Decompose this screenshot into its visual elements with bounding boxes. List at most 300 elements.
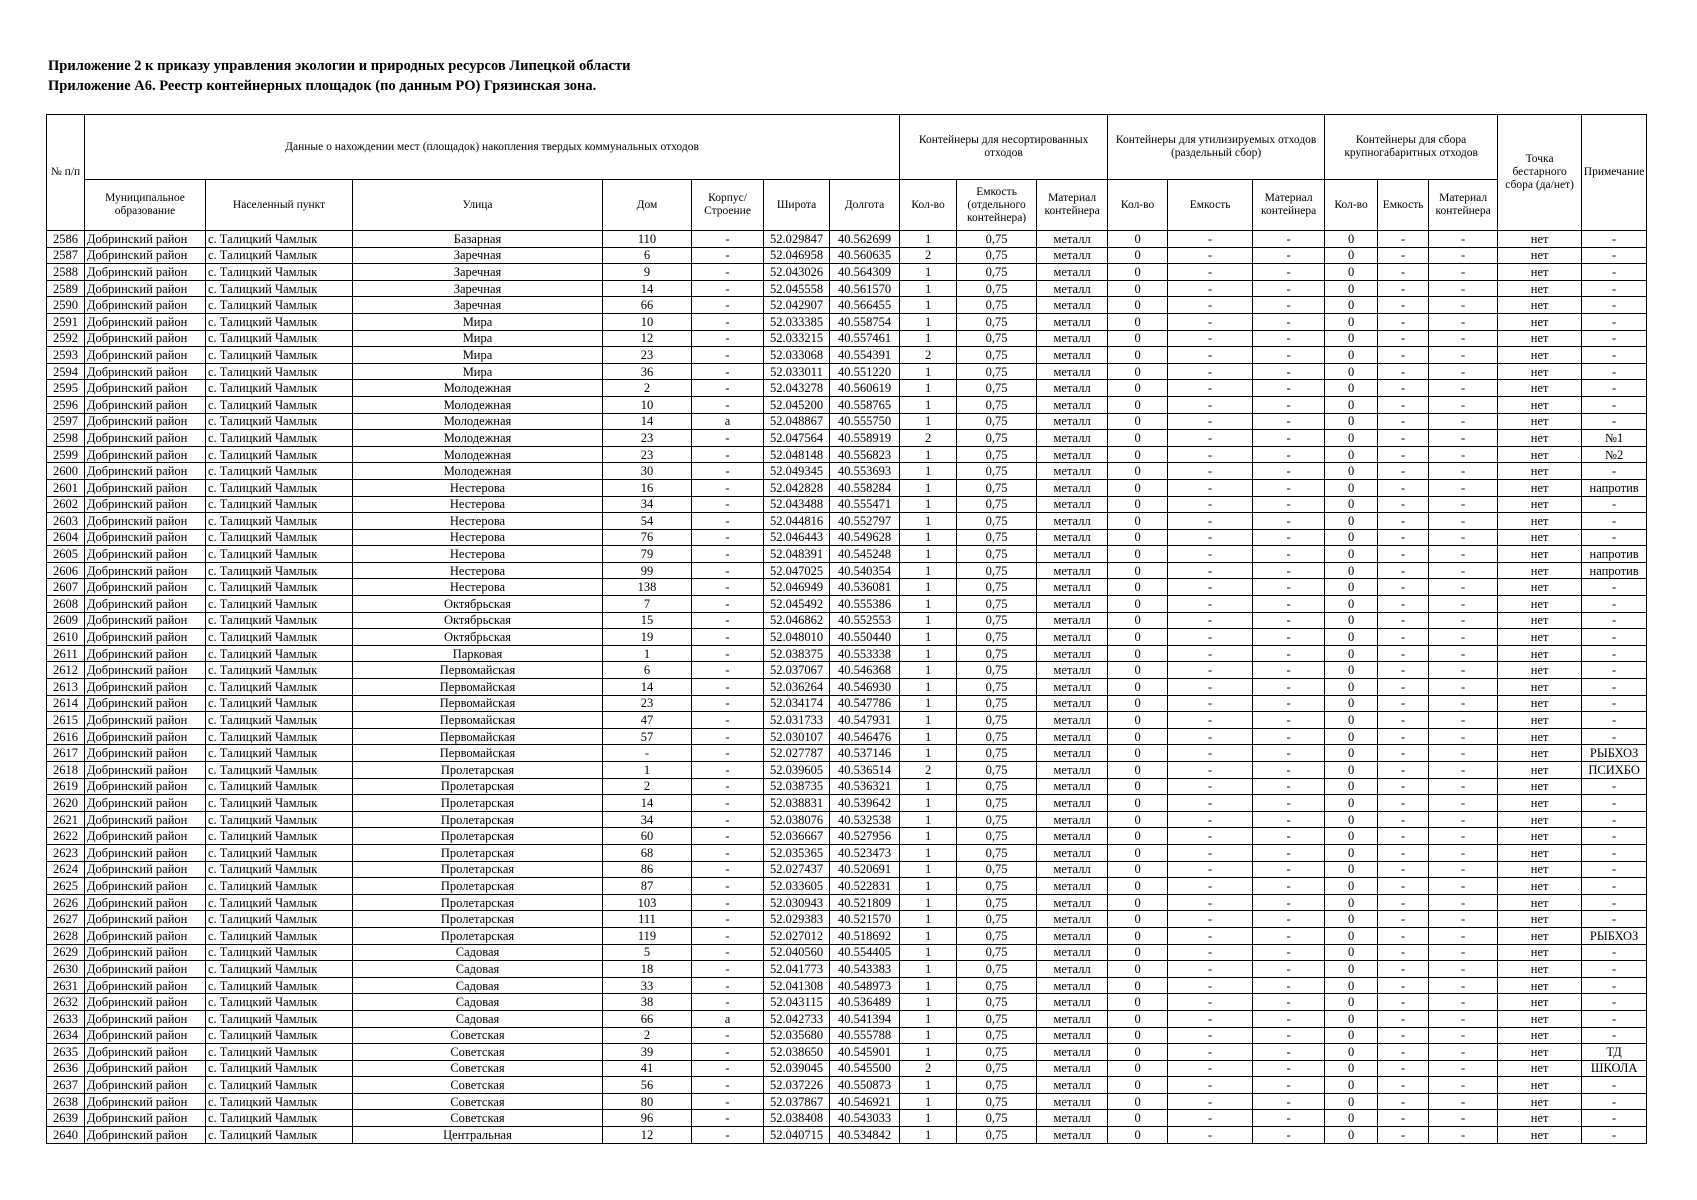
cell-municipality: Добринский район — [85, 811, 206, 828]
cell-notes: - — [1582, 1010, 1647, 1027]
cell-bulky-count: 0 — [1325, 479, 1378, 496]
cell-lat: 52.038735 — [764, 778, 830, 795]
cell-unsorted-count: 1 — [900, 679, 957, 696]
cell-recycle-count: 0 — [1108, 612, 1168, 629]
cell-point: нет — [1498, 612, 1582, 629]
cell-notes: РЫБХОЗ — [1582, 927, 1647, 944]
cell-building: - — [692, 396, 764, 413]
cell-recycle-capacity: - — [1168, 1093, 1253, 1110]
cell-lat: 52.040715 — [764, 1127, 830, 1144]
cell-municipality: Добринский район — [85, 313, 206, 330]
cell-settlement: с. Талицкий Чамлык — [206, 662, 353, 679]
cell-house: 86 — [603, 861, 692, 878]
cell-bulky-count: 0 — [1325, 629, 1378, 646]
cell-municipality: Добринский район — [85, 1044, 206, 1061]
cell-lat: 52.035680 — [764, 1027, 830, 1044]
cell-bulky-capacity: - — [1378, 1044, 1429, 1061]
cell-recycle-capacity: - — [1168, 878, 1253, 895]
cell-house: 19 — [603, 629, 692, 646]
cell-street: Садовая — [353, 977, 603, 994]
cell-bulky-material: - — [1429, 629, 1498, 646]
cell-point: нет — [1498, 313, 1582, 330]
cell-unsorted-material: металл — [1037, 479, 1108, 496]
table-row — [47, 712, 1647, 729]
cell-recycle-count: 0 — [1108, 1010, 1168, 1027]
cell-unsorted-count: 2 — [900, 1060, 957, 1077]
cell-unsorted-capacity: 0,75 — [957, 463, 1037, 480]
table-row — [47, 380, 1647, 397]
table-row — [47, 645, 1647, 662]
cell-bulky-material: - — [1429, 1060, 1498, 1077]
cell-building: - — [692, 795, 764, 812]
cell-recycle-material: - — [1253, 1044, 1325, 1061]
cell-bulky-count: 0 — [1325, 944, 1378, 961]
table-row — [47, 612, 1647, 629]
cell-lat: 52.036264 — [764, 679, 830, 696]
cell-recycle-count: 0 — [1108, 546, 1168, 563]
cell-recycle-count: 0 — [1108, 1027, 1168, 1044]
cell-building: - — [692, 695, 764, 712]
cell-bulky-material: - — [1429, 927, 1498, 944]
cell-lat: 52.029847 — [764, 231, 830, 248]
cell-lat: 52.033215 — [764, 330, 830, 347]
cell-unsorted-capacity: 0,75 — [957, 662, 1037, 679]
cell-lon: 40.552797 — [830, 513, 900, 530]
cell-building: - — [692, 247, 764, 264]
cell-recycle-material: - — [1253, 1060, 1325, 1077]
cell-bulky-material: - — [1429, 961, 1498, 978]
cell-settlement: с. Талицкий Чамлык — [206, 380, 353, 397]
cell-recycle-count: 0 — [1108, 1060, 1168, 1077]
table-row — [47, 496, 1647, 513]
cell-bulky-material: - — [1429, 1044, 1498, 1061]
cell-bulky-material: - — [1429, 645, 1498, 662]
table-row — [47, 579, 1647, 596]
cell-recycle-material: - — [1253, 596, 1325, 613]
cell-bulky-material: - — [1429, 728, 1498, 745]
cell-num: 2590 — [47, 297, 85, 314]
cell-street: Садовая — [353, 961, 603, 978]
cell-lon: 40.555788 — [830, 1027, 900, 1044]
cell-street: Молодежная — [353, 380, 603, 397]
cell-notes: - — [1582, 828, 1647, 845]
cell-house: 80 — [603, 1093, 692, 1110]
cell-unsorted-count: 1 — [900, 496, 957, 513]
cell-building: - — [692, 861, 764, 878]
cell-unsorted-capacity: 0,75 — [957, 247, 1037, 264]
cell-bulky-capacity: - — [1378, 695, 1429, 712]
cell-unsorted-material: металл — [1037, 911, 1108, 928]
cell-municipality: Добринский район — [85, 878, 206, 895]
cell-unsorted-material: металл — [1037, 1044, 1108, 1061]
cell-recycle-material: - — [1253, 861, 1325, 878]
cell-bulky-count: 0 — [1325, 1077, 1378, 1094]
table-row — [47, 811, 1647, 828]
cell-notes: - — [1582, 231, 1647, 248]
cell-street: Молодежная — [353, 446, 603, 463]
cell-lat: 52.041773 — [764, 961, 830, 978]
cell-bulky-count: 0 — [1325, 645, 1378, 662]
cell-municipality: Добринский район — [85, 529, 206, 546]
cell-street: Нестерова — [353, 496, 603, 513]
cell-point: нет — [1498, 1010, 1582, 1027]
table-row — [47, 878, 1647, 895]
table-row — [47, 430, 1647, 447]
cell-house: 34 — [603, 811, 692, 828]
cell-unsorted-count: 2 — [900, 247, 957, 264]
cell-point: нет — [1498, 844, 1582, 861]
cell-point: нет — [1498, 762, 1582, 779]
cell-recycle-capacity: - — [1168, 264, 1253, 281]
cell-settlement: с. Талицкий Чамлык — [206, 977, 353, 994]
cell-recycle-count: 0 — [1108, 330, 1168, 347]
cell-building: - — [692, 994, 764, 1011]
cell-recycle-capacity: - — [1168, 513, 1253, 530]
cell-house: 138 — [603, 579, 692, 596]
cell-bulky-material: - — [1429, 446, 1498, 463]
cell-unsorted-count: 1 — [900, 977, 957, 994]
cell-num: 2603 — [47, 513, 85, 530]
cell-unsorted-count: 1 — [900, 811, 957, 828]
cell-bulky-capacity: - — [1378, 844, 1429, 861]
cell-num: 2636 — [47, 1060, 85, 1077]
cell-bulky-count: 0 — [1325, 596, 1378, 613]
cell-recycle-count: 0 — [1108, 264, 1168, 281]
cell-unsorted-material: металл — [1037, 579, 1108, 596]
cell-lon: 40.551220 — [830, 363, 900, 380]
cell-unsorted-count: 1 — [900, 911, 957, 928]
cell-notes: - — [1582, 679, 1647, 696]
cell-num: 2634 — [47, 1027, 85, 1044]
cell-recycle-capacity: - — [1168, 1077, 1253, 1094]
cell-unsorted-material: металл — [1037, 363, 1108, 380]
cell-lat: 52.038831 — [764, 795, 830, 812]
cell-bulky-material: - — [1429, 297, 1498, 314]
cell-bulky-count: 0 — [1325, 496, 1378, 513]
cell-unsorted-count: 1 — [900, 513, 957, 530]
cell-bulky-material: - — [1429, 762, 1498, 779]
cell-settlement: с. Талицкий Чамлык — [206, 330, 353, 347]
cell-building: - — [692, 828, 764, 845]
cell-unsorted-capacity: 0,75 — [957, 446, 1037, 463]
cell-recycle-capacity: - — [1168, 828, 1253, 845]
cell-lat: 52.030943 — [764, 894, 830, 911]
cell-municipality: Добринский район — [85, 546, 206, 563]
cell-street: Заречная — [353, 297, 603, 314]
cell-lon: 40.547931 — [830, 712, 900, 729]
cell-unsorted-capacity: 0,75 — [957, 347, 1037, 364]
cell-unsorted-material: металл — [1037, 961, 1108, 978]
cell-settlement: с. Талицкий Чамлык — [206, 911, 353, 928]
cell-point: нет — [1498, 479, 1582, 496]
cell-settlement: с. Талицкий Чамлык — [206, 1027, 353, 1044]
cell-building: - — [692, 1110, 764, 1127]
cell-settlement: с. Талицкий Чамлык — [206, 778, 353, 795]
cell-recycle-count: 0 — [1108, 1093, 1168, 1110]
cell-house: 10 — [603, 396, 692, 413]
cell-lon: 40.534842 — [830, 1127, 900, 1144]
cell-bulky-material: - — [1429, 1077, 1498, 1094]
cell-num: 2624 — [47, 861, 85, 878]
cell-num: 2598 — [47, 430, 85, 447]
cell-unsorted-material: металл — [1037, 396, 1108, 413]
cell-house: 14 — [603, 413, 692, 430]
cell-bulky-capacity: - — [1378, 430, 1429, 447]
cell-recycle-capacity: - — [1168, 811, 1253, 828]
cell-unsorted-material: металл — [1037, 297, 1108, 314]
cell-unsorted-material: металл — [1037, 894, 1108, 911]
cell-num: 2601 — [47, 479, 85, 496]
cell-recycle-capacity: - — [1168, 396, 1253, 413]
cell-bulky-capacity: - — [1378, 795, 1429, 812]
table-row — [47, 396, 1647, 413]
cell-lat: 52.030107 — [764, 728, 830, 745]
cell-recycle-material: - — [1253, 247, 1325, 264]
cell-num: 2586 — [47, 231, 85, 248]
cell-num: 2615 — [47, 712, 85, 729]
cell-lat: 52.035365 — [764, 844, 830, 861]
cell-bulky-count: 0 — [1325, 313, 1378, 330]
cell-unsorted-capacity: 0,75 — [957, 380, 1037, 397]
cell-house: 56 — [603, 1077, 692, 1094]
cell-bulky-material: - — [1429, 811, 1498, 828]
cell-notes: - — [1582, 961, 1647, 978]
cell-street: Октябрьская — [353, 596, 603, 613]
cell-street: Мира — [353, 313, 603, 330]
cell-recycle-material: - — [1253, 264, 1325, 281]
cell-recycle-capacity: - — [1168, 695, 1253, 712]
cell-bulky-material: - — [1429, 264, 1498, 281]
cell-bulky-material: - — [1429, 695, 1498, 712]
cell-unsorted-material: металл — [1037, 264, 1108, 281]
cell-recycle-material: - — [1253, 994, 1325, 1011]
cell-building: - — [692, 430, 764, 447]
cell-building: - — [692, 280, 764, 297]
table-header — [47, 115, 1647, 231]
cell-point: нет — [1498, 1077, 1582, 1094]
cell-unsorted-count: 1 — [900, 894, 957, 911]
cell-house: 1 — [603, 762, 692, 779]
cell-lon: 40.543383 — [830, 961, 900, 978]
cell-street: Нестерова — [353, 479, 603, 496]
cell-unsorted-material: металл — [1037, 1110, 1108, 1127]
cell-bulky-capacity: - — [1378, 330, 1429, 347]
cell-street: Первомайская — [353, 695, 603, 712]
cell-num: 2620 — [47, 795, 85, 812]
cell-lon: 40.545901 — [830, 1044, 900, 1061]
cell-num: 2612 — [47, 662, 85, 679]
table-row — [47, 961, 1647, 978]
cell-unsorted-material: металл — [1037, 977, 1108, 994]
cell-settlement: с. Талицкий Чамлык — [206, 728, 353, 745]
cell-settlement: с. Талицкий Чамлык — [206, 878, 353, 895]
cell-notes: - — [1582, 662, 1647, 679]
cell-recycle-capacity: - — [1168, 1010, 1253, 1027]
cell-recycle-material: - — [1253, 280, 1325, 297]
cell-unsorted-material: металл — [1037, 1010, 1108, 1027]
cell-recycle-count: 0 — [1108, 944, 1168, 961]
cell-recycle-count: 0 — [1108, 662, 1168, 679]
cell-lon: 40.547786 — [830, 695, 900, 712]
cell-bulky-capacity: - — [1378, 380, 1429, 397]
cell-settlement: с. Талицкий Чамлык — [206, 861, 353, 878]
cell-recycle-capacity: - — [1168, 728, 1253, 745]
cell-bulky-material: - — [1429, 596, 1498, 613]
cell-recycle-capacity: - — [1168, 463, 1253, 480]
cell-bulky-capacity: - — [1378, 231, 1429, 248]
cell-num: 2618 — [47, 762, 85, 779]
cell-unsorted-count: 1 — [900, 612, 957, 629]
cell-lat: 52.045558 — [764, 280, 830, 297]
cell-lat: 52.047564 — [764, 430, 830, 447]
cell-num: 2595 — [47, 380, 85, 397]
header-bulky-count: Кол-во — [1325, 180, 1378, 231]
cell-bulky-capacity: - — [1378, 264, 1429, 281]
cell-settlement: с. Талицкий Чамлык — [206, 762, 353, 779]
cell-house: 10 — [603, 313, 692, 330]
cell-unsorted-capacity: 0,75 — [957, 828, 1037, 845]
cell-bulky-count: 0 — [1325, 894, 1378, 911]
cell-bulky-capacity: - — [1378, 1127, 1429, 1144]
cell-settlement: с. Талицкий Чамлык — [206, 231, 353, 248]
cell-bulky-count: 0 — [1325, 695, 1378, 712]
cell-building: - — [692, 596, 764, 613]
cell-house: 5 — [603, 944, 692, 961]
cell-lon: 40.521809 — [830, 894, 900, 911]
cell-recycle-count: 0 — [1108, 927, 1168, 944]
cell-unsorted-material: металл — [1037, 247, 1108, 264]
cell-recycle-count: 0 — [1108, 894, 1168, 911]
cell-recycle-material: - — [1253, 347, 1325, 364]
cell-house: 30 — [603, 463, 692, 480]
cell-lon: 40.556823 — [830, 446, 900, 463]
cell-point: нет — [1498, 878, 1582, 895]
cell-bulky-material: - — [1429, 878, 1498, 895]
cell-unsorted-count: 1 — [900, 1077, 957, 1094]
cell-unsorted-material: металл — [1037, 612, 1108, 629]
cell-lat: 52.043026 — [764, 264, 830, 281]
header-house: Дом — [603, 180, 692, 231]
cell-unsorted-material: металл — [1037, 330, 1108, 347]
cell-recycle-capacity: - — [1168, 446, 1253, 463]
cell-municipality: Добринский район — [85, 297, 206, 314]
cell-street: Садовая — [353, 944, 603, 961]
cell-recycle-material: - — [1253, 612, 1325, 629]
cell-recycle-capacity: - — [1168, 927, 1253, 944]
cell-bulky-material: - — [1429, 579, 1498, 596]
cell-bulky-material: - — [1429, 994, 1498, 1011]
cell-street: Молодежная — [353, 396, 603, 413]
cell-municipality: Добринский район — [85, 413, 206, 430]
cell-recycle-material: - — [1253, 911, 1325, 928]
cell-building: - — [692, 878, 764, 895]
cell-recycle-count: 0 — [1108, 911, 1168, 928]
cell-bulky-capacity: - — [1378, 446, 1429, 463]
cell-lon: 40.553693 — [830, 463, 900, 480]
cell-point: нет — [1498, 662, 1582, 679]
cell-street: Пролетарская — [353, 894, 603, 911]
cell-notes: ШКОЛА — [1582, 1060, 1647, 1077]
cell-street: Мира — [353, 347, 603, 364]
cell-house: 14 — [603, 280, 692, 297]
cell-building: - — [692, 463, 764, 480]
cell-recycle-material: - — [1253, 1110, 1325, 1127]
table-row — [47, 463, 1647, 480]
cell-settlement: с. Талицкий Чамлык — [206, 944, 353, 961]
cell-num: 2625 — [47, 878, 85, 895]
cell-municipality: Добринский район — [85, 430, 206, 447]
cell-recycle-material: - — [1253, 662, 1325, 679]
cell-unsorted-material: металл — [1037, 596, 1108, 613]
cell-recycle-capacity: - — [1168, 546, 1253, 563]
cell-unsorted-capacity: 0,75 — [957, 297, 1037, 314]
cell-unsorted-capacity: 0,75 — [957, 231, 1037, 248]
table-row — [47, 264, 1647, 281]
cell-lon: 40.546368 — [830, 662, 900, 679]
cell-settlement: с. Талицкий Чамлык — [206, 513, 353, 530]
cell-municipality: Добринский район — [85, 1110, 206, 1127]
cell-unsorted-count: 1 — [900, 662, 957, 679]
cell-bulky-material: - — [1429, 496, 1498, 513]
cell-unsorted-material: металл — [1037, 861, 1108, 878]
cell-bulky-capacity: - — [1378, 894, 1429, 911]
cell-lat: 52.046949 — [764, 579, 830, 596]
cell-lat: 52.034174 — [764, 695, 830, 712]
cell-unsorted-material: металл — [1037, 795, 1108, 812]
cell-bulky-count: 0 — [1325, 844, 1378, 861]
cell-municipality: Добринский район — [85, 479, 206, 496]
cell-bulky-count: 0 — [1325, 231, 1378, 248]
cell-unsorted-material: металл — [1037, 844, 1108, 861]
cell-municipality: Добринский район — [85, 1093, 206, 1110]
cell-lat: 52.046443 — [764, 529, 830, 546]
table-row — [47, 1027, 1647, 1044]
cell-bulky-capacity: - — [1378, 828, 1429, 845]
header-lon: Долгота — [830, 180, 900, 231]
cell-unsorted-capacity: 0,75 — [957, 844, 1037, 861]
cell-street: Молодежная — [353, 413, 603, 430]
cell-lon: 40.545248 — [830, 546, 900, 563]
cell-unsorted-capacity: 0,75 — [957, 579, 1037, 596]
cell-num: 2639 — [47, 1110, 85, 1127]
cell-street: Первомайская — [353, 679, 603, 696]
cell-house: 23 — [603, 695, 692, 712]
cell-street: Молодежная — [353, 463, 603, 480]
cell-unsorted-capacity: 0,75 — [957, 479, 1037, 496]
cell-unsorted-material: металл — [1037, 878, 1108, 895]
cell-recycle-count: 0 — [1108, 977, 1168, 994]
document-subtitle: Приложение А6. Реестр контейнерных площадок (по данным РО) Грязинская зона. — [48, 78, 597, 94]
cell-bulky-count: 0 — [1325, 828, 1378, 845]
cell-recycle-material: - — [1253, 231, 1325, 248]
cell-bulky-count: 0 — [1325, 247, 1378, 264]
cell-unsorted-material: металл — [1037, 994, 1108, 1011]
cell-point: нет — [1498, 596, 1582, 613]
cell-street: Центральная — [353, 1127, 603, 1144]
cell-point: нет — [1498, 629, 1582, 646]
cell-bulky-material: - — [1429, 1110, 1498, 1127]
cell-recycle-capacity: - — [1168, 579, 1253, 596]
cell-bulky-capacity: - — [1378, 1010, 1429, 1027]
cell-recycle-count: 0 — [1108, 629, 1168, 646]
cell-recycle-material: - — [1253, 811, 1325, 828]
cell-recycle-capacity: - — [1168, 679, 1253, 696]
table-row — [47, 629, 1647, 646]
header-location-group: Данные о нахождении мест (площадок) накопления твердых коммунальных отходов — [85, 115, 900, 180]
cell-municipality: Добринский район — [85, 679, 206, 696]
cell-recycle-material: - — [1253, 363, 1325, 380]
cell-point: нет — [1498, 795, 1582, 812]
